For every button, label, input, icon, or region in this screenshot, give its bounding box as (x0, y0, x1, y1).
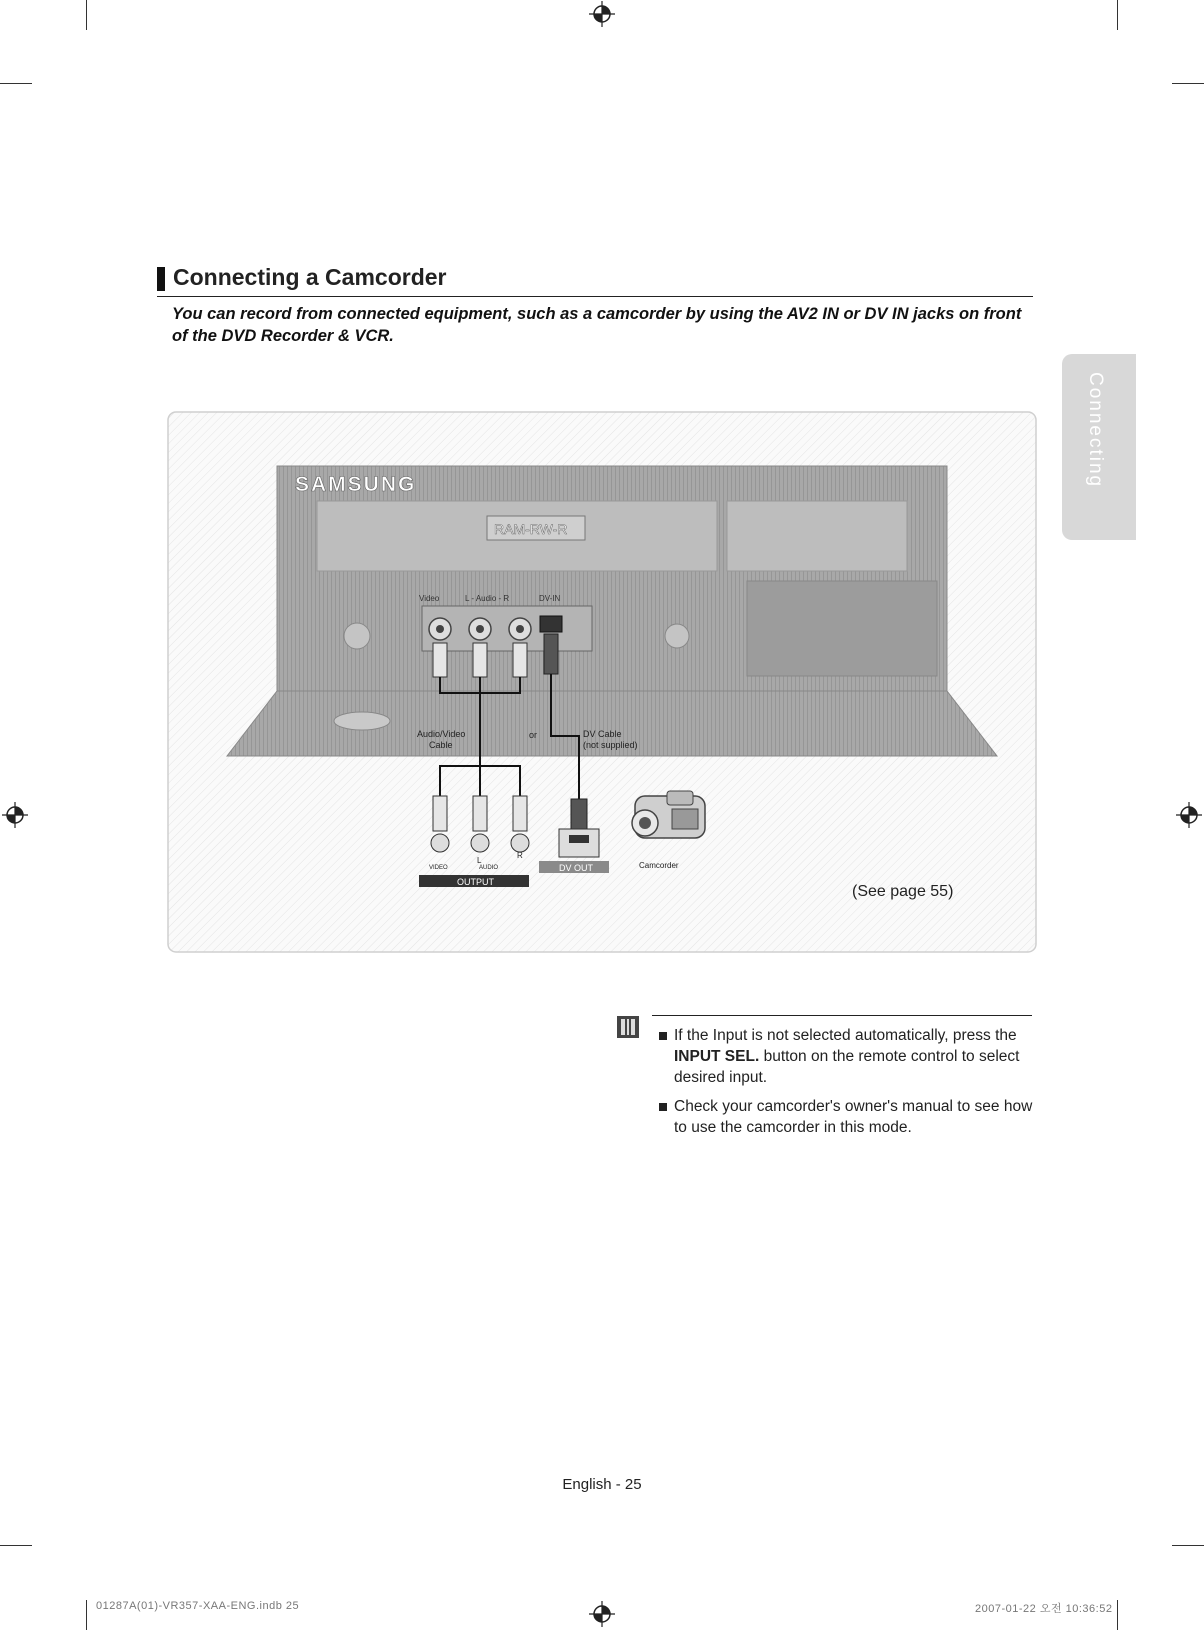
jack-label-dv: DV-IN (539, 594, 561, 603)
output-label-r: R (517, 851, 523, 860)
note-text-bold: INPUT SEL. (674, 1048, 760, 1065)
av-cable-label-1: Audio/Video (417, 729, 466, 739)
heading-bar (157, 267, 165, 291)
jack-label-audio: L - Audio - R (465, 594, 510, 603)
note-item (658, 1025, 1038, 1088)
or-label: or (529, 730, 538, 740)
intro-text: You can record from connected equipment, such as a camcorder by using the AV2 IN or DV IN jacks on front of the DVD Recorder & VCR. (172, 305, 1022, 345)
note-list (658, 1025, 1038, 1146)
crop-mark-bottom-left-h (0, 1545, 32, 1546)
note-text-post: button on the remote control to select desired input. (674, 1048, 1020, 1086)
page-number: English - 25 (562, 1476, 642, 1493)
output-label-audio: AUDIO (479, 865, 499, 871)
footer-file-info: 01287A(01)-VR357-XAA-ENG.indb 25 (96, 1600, 300, 1612)
crop-mark-top-left-h (0, 83, 32, 84)
front-foot (334, 712, 390, 730)
registration-mark-icon (1176, 802, 1202, 828)
power-button (344, 623, 370, 649)
tape-slot (727, 501, 907, 571)
registration-mark-icon (2, 802, 28, 828)
registration-mark-icon (589, 1, 615, 27)
footer-timestamp: 2007-01-22 오전 10:36:52 (975, 1603, 1113, 1615)
camcorder-icon (632, 791, 705, 838)
brand-logo: SAMSUNG (295, 473, 417, 496)
output-bar-label: OUTPUT (457, 877, 494, 887)
crop-mark-bottom-right-h (1172, 1545, 1204, 1546)
section-heading (157, 262, 1033, 297)
dial-knob (665, 624, 689, 648)
note-item (658, 1096, 1038, 1138)
registration-mark-icon (589, 1601, 615, 1627)
camcorder-label: Camcorder (639, 861, 679, 870)
output-label-video: VIDEO (429, 865, 448, 871)
see-page-label: (See page 55) (852, 883, 954, 900)
section-title: Connecting a Camcorder (173, 264, 447, 290)
dv-in-jack (540, 616, 562, 632)
note-text-pre: If the Input is not selected automatically, press the (674, 1027, 1017, 1044)
output-plug-audio-l (471, 796, 489, 852)
crop-mark-bottom-left-v (86, 1600, 87, 1630)
side-tab-label: Connecting (1085, 372, 1106, 489)
note-icon (617, 1016, 639, 1038)
output-plug-audio-r (511, 796, 529, 852)
crop-mark-top-right-v (1117, 0, 1118, 30)
crop-mark-top-left-v (86, 0, 87, 30)
side-panel (747, 581, 937, 676)
note-text-pre: Check your camcorder's owner's manual to see how to use the camcorder in this mode. (674, 1098, 1033, 1136)
display-text: RAM-RW-R (494, 521, 568, 537)
output-plug-video (431, 796, 449, 852)
crop-mark-bottom-right-v (1117, 1600, 1118, 1630)
note-divider (652, 1015, 1032, 1016)
output-label-l: L (477, 856, 482, 865)
dv-cable-label-1: DV Cable (583, 729, 622, 739)
av-cable-label-2: Cable (429, 740, 453, 750)
connection-diagram (167, 411, 1037, 953)
side-tab (1062, 354, 1136, 540)
dv-cable-label-2: (not supplied) (583, 740, 638, 750)
crop-mark-top-right-h (1172, 83, 1204, 84)
dv-out-label: DV OUT (559, 863, 594, 873)
jack-label-video: Video (419, 594, 440, 603)
